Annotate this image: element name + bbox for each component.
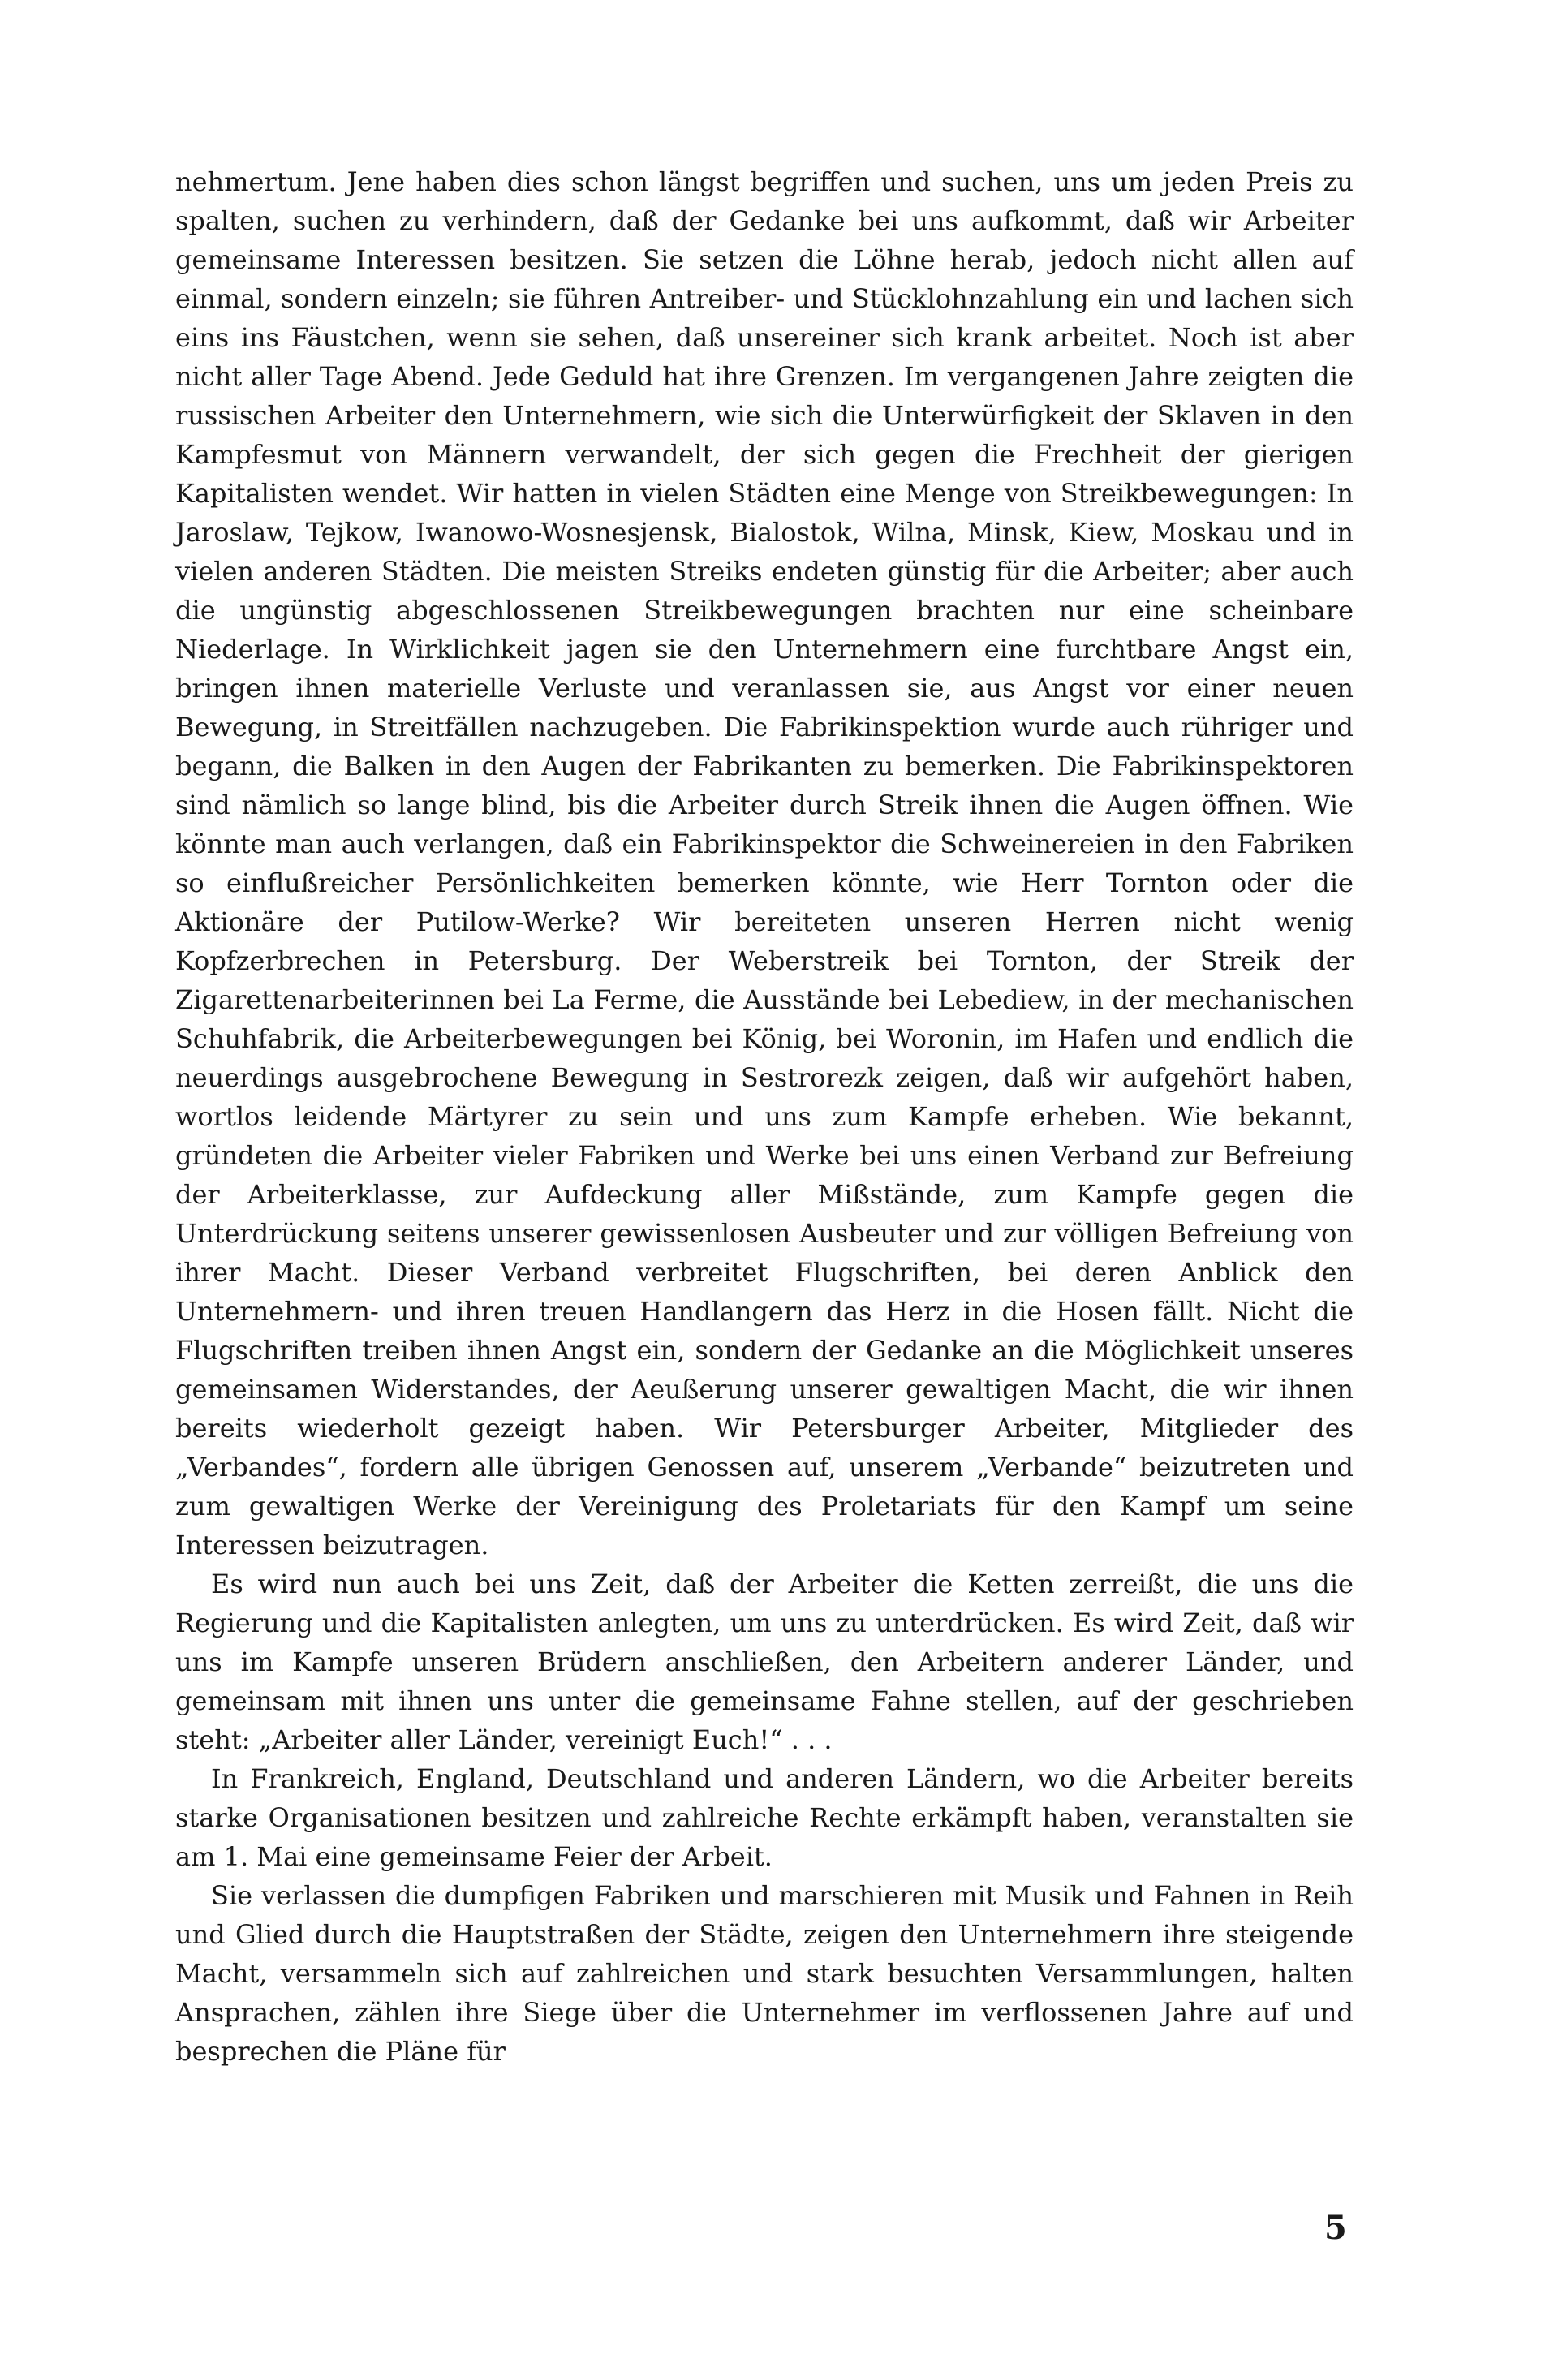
page-number: 5 — [1324, 2209, 1347, 2247]
paragraph-2: Es wird nun auch bei uns Zeit, daß der Arbeiter die Ketten zerreißt, die uns die Regierung und die Kapitalisten anlegten, um uns zu unterdrücken. Es wird Zeit, daß wir uns im Kampfe unseren Brüdern anschließen, den Arbeitern anderer Länder, und gemeinsam mit ihnen uns unter die gemeinsame Fahne stellen, auf der geschrieben steht: „Arbeiter aller Länder, vereinigt Euch!“ . . . — [175, 1569, 1354, 1755]
paragraph-3: In Frankreich, England, Deutschland und anderen Ländern, wo die Arbeiter bereits starke Organisationen besitzen und zahlreiche Rechte erkämpft haben, veranstalten sie am 1. Mai eine gemeinsame Feier der Arbeit. — [175, 1763, 1354, 1872]
paragraph-4: Sie verlassen die dumpfigen Fabriken und marschieren mit Musik und Fahnen in Reih und Glied durch die Hauptstraßen der Städte, zeigen den Unternehmern ihre steigende Macht, versammeln sich auf zahlreichen und stark besuchten Versammlungen, halten Ansprachen, zählen ihre Siege über die Unternehmer im verflossenen Jahre auf und besprechen die Pläne für — [175, 1880, 1354, 2067]
body-text — [175, 162, 1354, 2071]
paragraph-1: nehmertum. Jene haben dies schon längst begriffen und suchen, uns um jeden Preis zu spalten, suchen zu verhindern, daß der Gedanke bei uns aufkommt, daß wir Arbeiter gemeinsame Interessen besitzen. Sie setzen die Löhne herab, jedoch nicht allen auf einmal, sondern einzeln; sie führen Antreiber- und Stücklohnzahlung ein und lachen sich eins ins Fäustchen, wenn sie sehen, daß unsereiner sich krank arbeitet. Noch ist aber nicht aller Tage Abend. Jede Geduld hat ihre Grenzen. Im vergangenen Jahre zeigten die russischen Arbeiter den Unternehmern, wie sich die Unterwürfigkeit der Sklaven in den Kampfesmut von Männern verwandelt, der sich gegen die Frechheit der gierigen Kapitalisten wendet. Wir hatten in vielen Städten eine Menge von Streikbewegungen: In Jaroslaw, Tejkow, Iwanowo-Wosnesjensk, Bialostok, Wilna, Minsk, Kiew, Moskau und in vielen anderen Städten. Die meisten Streiks endeten günstig für die Arbeiter; aber auch die ungünstig abgeschlossenen Streikbewegungen brachten nur eine scheinbare Niederlage. In Wirklichkeit jagen sie den Unternehmern eine furchtbare Angst ein, bringen ihnen materielle Verluste und veranlassen sie, aus Angst vor einer neuen Bewegung, in Streitfällen nachzugeben. Die Fabrikinspektion wurde auch rühriger und begann, die Balken in den Augen der Fabrikanten zu bemerken. Die Fabrikinspektoren sind nämlich so lange blind, bis die Arbeiter durch Streik ihnen die Augen öffnen. Wie könnte man auch verlangen, daß ein Fabrikinspektor die Schweinereien in den Fabriken so einflußreicher Persönlichkeiten bemerken könnte, wie Herr Tornton oder die Aktionäre der Putilow-Werke? Wir bereiteten unseren Herren nicht wenig Kopfzerbrechen in Petersburg. Der Weberstreik bei Tornton, der Streik der Zigarettenarbeiterinnen bei La Ferme, die Ausstände bei Lebediew, in der mechanischen Schuhfabrik, die Arbeiterbewegungen bei König, bei Woronin, im Hafen und endlich die neuerdings ausgebrochene Bewegung in Sestrorezk zeigen, daß wir aufgehört haben, wortlos leidende Märtyrer zu sein und uns zum Kampfe erheben. Wie bekannt, gründeten die Arbeiter vieler Fabriken und Werke bei uns einen Verband zur Befreiung der Arbeiterklasse, zur Aufdeckung aller Mißstände, zum Kampfe gegen die Unterdrückung seitens unserer gewissenlosen Ausbeuter und zur völligen Befreiung von ihrer Macht. Dieser Verband verbreitet Flugschriften, bei deren Anblick den Unternehmern- und ihren treuen Handlangern das Herz in die Hosen fällt. Nicht die Flugschriften treiben ihnen Angst ein, sondern der Gedanke an die Möglichkeit unseres gemeinsamen Widerstandes, der Aeußerung unserer gewaltigen Macht, die wir ihnen bereits wiederholt gezeigt haben. Wir Petersburger Arbeiter, Mitglieder des „Verbandes“, fordern alle übrigen Genossen auf, unserem „Verbande“ beizutreten und zum gewaltigen Werke der Vereinigung des Proletariats für den Kampf um seine Interessen beizutragen. — [175, 166, 1354, 1560]
